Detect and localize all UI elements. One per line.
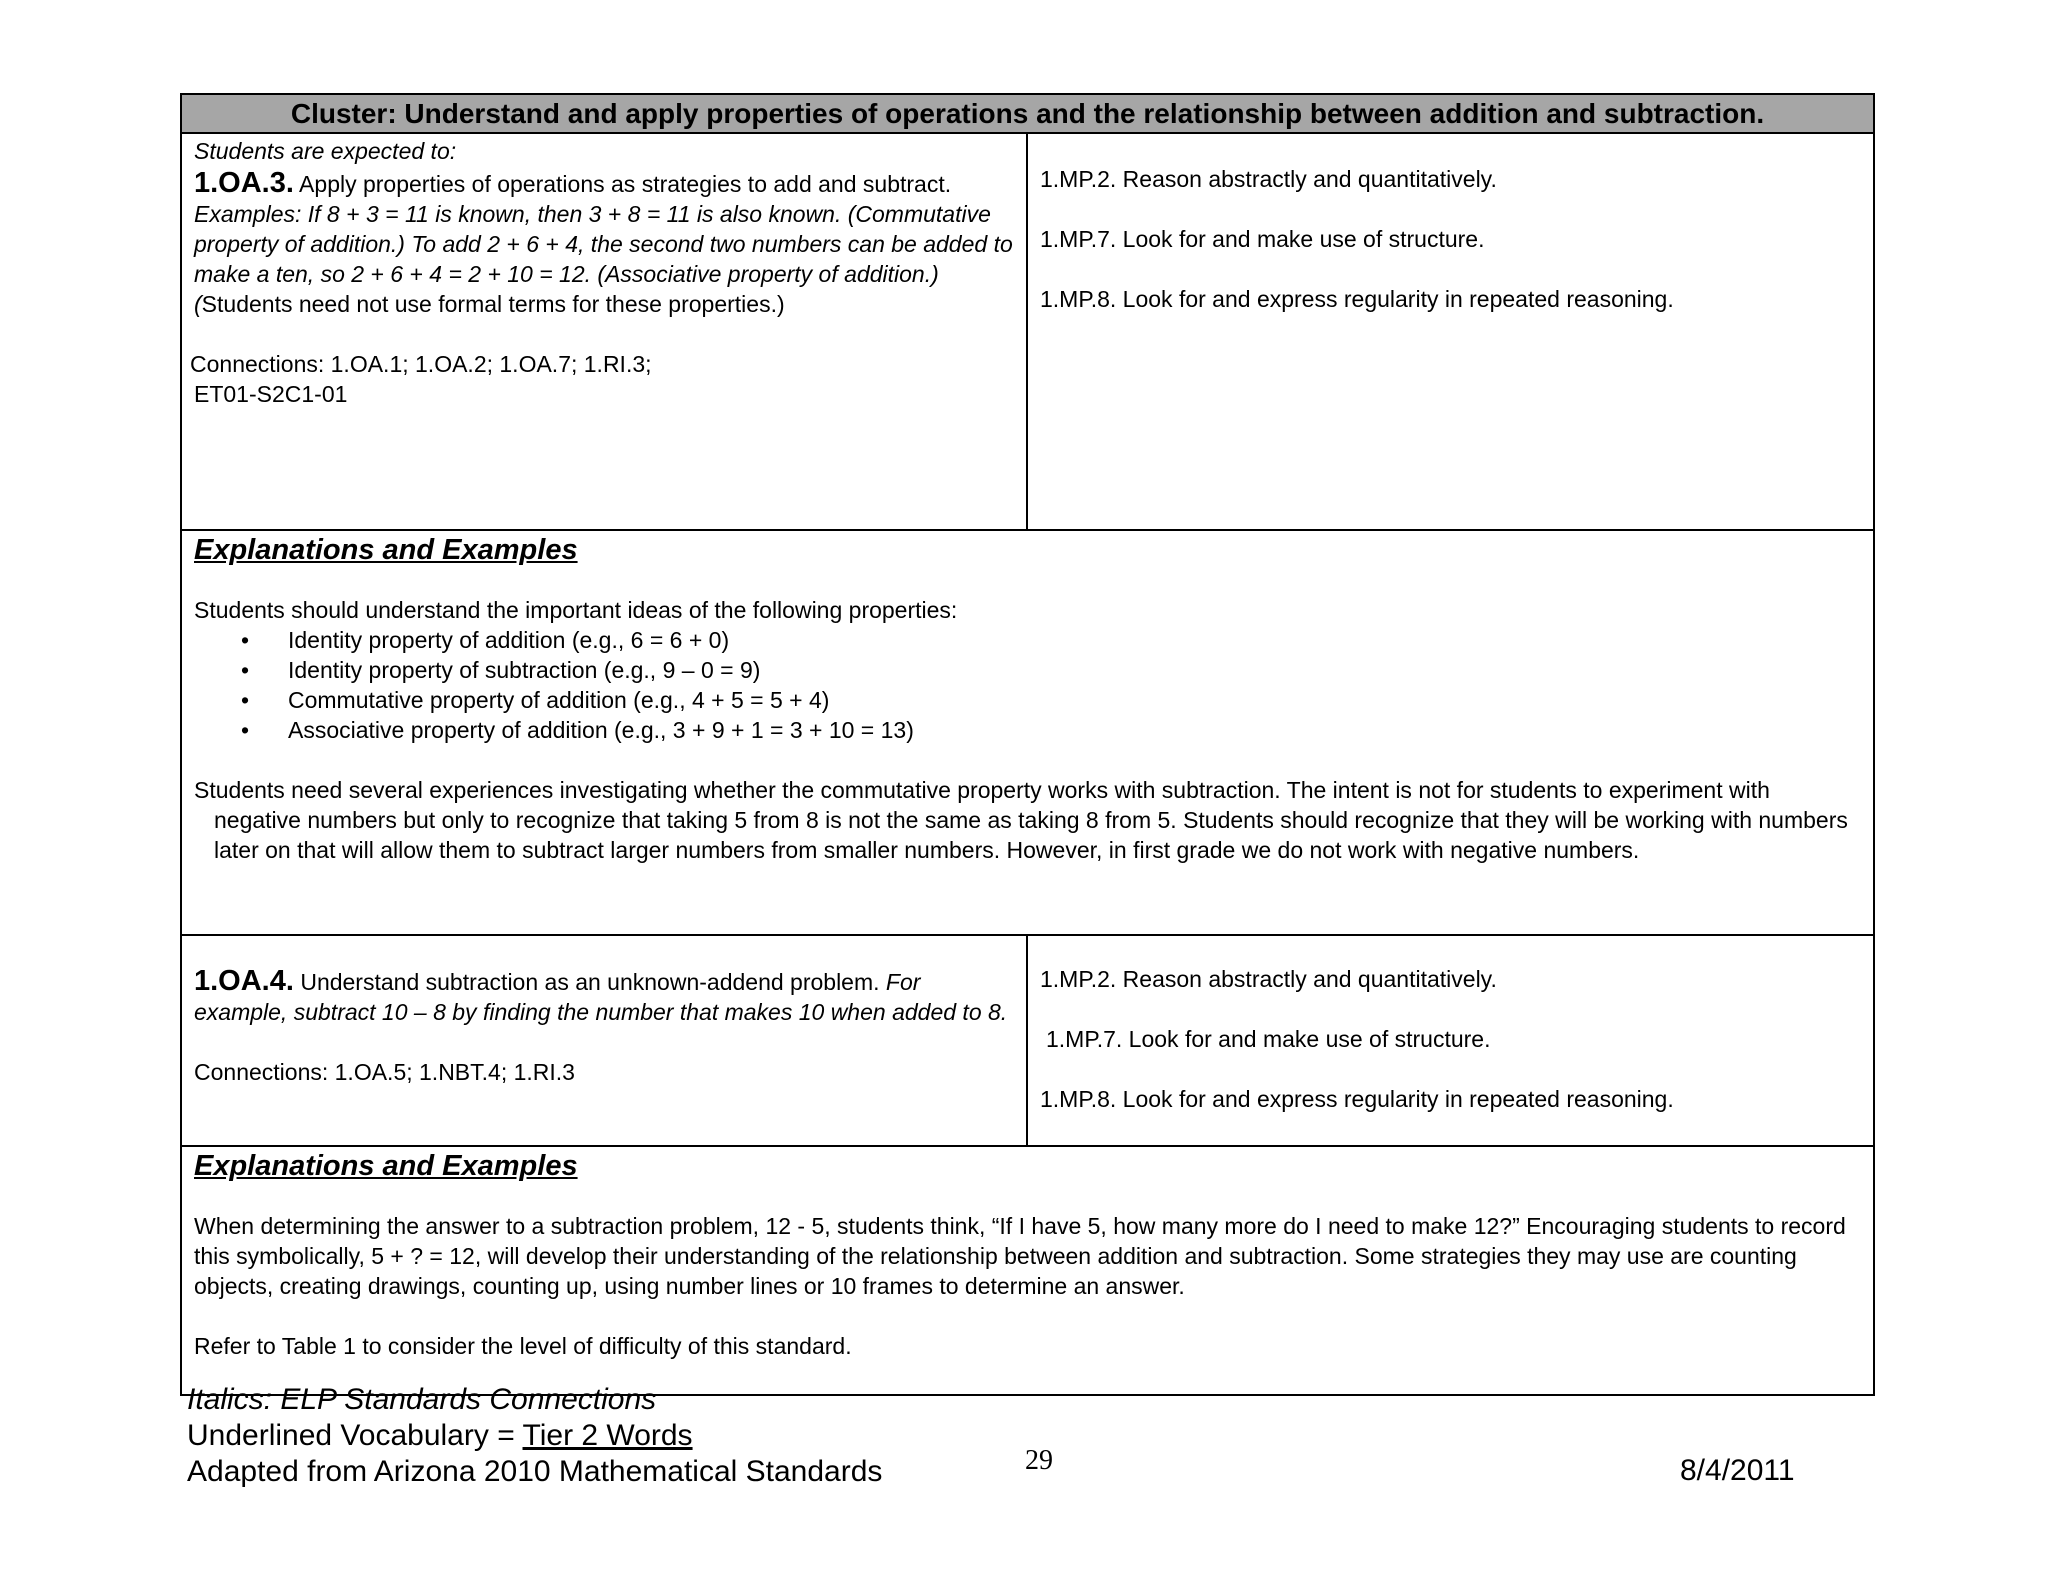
standard-body xyxy=(194,168,1014,319)
footer-date: 8/4/2011 xyxy=(1680,1454,1795,1487)
connections-text: Connections: 1.OA.5; 1.NBT.4; 1.RI.3 xyxy=(194,1059,575,1085)
standard-row-1oa4 xyxy=(182,936,1873,1147)
page-number: 29 xyxy=(1025,1445,1053,1476)
standard-body xyxy=(194,966,1014,1027)
explanations-section-1 xyxy=(182,533,1873,936)
refer-text: Refer to Table 1 to consider the level of difficulty of this standard. xyxy=(194,1333,852,1359)
practice-item: 1.MP.7. Look for and make use of structure. xyxy=(1046,1026,1491,1052)
explanations-section-2 xyxy=(182,1149,1873,1394)
practices-cell xyxy=(1028,936,1873,1145)
standard-code: 1.OA.3. xyxy=(194,167,294,199)
practice-item: 1.MP.7. Look for and make use of structure. xyxy=(1040,226,1485,252)
practice-item: 1.MP.2. Reason abstractly and quantitatively. xyxy=(1040,966,1497,992)
footer-legend-underline xyxy=(187,1418,882,1454)
footer-legend-tier2: Tier 2 Words xyxy=(522,1419,693,1452)
practices-cell xyxy=(1028,134,1873,529)
explanation-paragraph: Students need several experiences investigating whether the commutative property works with subtraction. The intent is not for students to experiment with negative numbers but only to recognize that taking 5 from 8 is not the same as taking 8 from 5. Students should recognize that they will be working with numbers later on that will allow them to subtract larger numbers from smaller numbers. However, in first grade we do not work with negative numbers. xyxy=(194,777,1848,863)
standard-row-1oa3 xyxy=(182,134,1873,531)
intro-text: Students are expected to: xyxy=(194,138,457,164)
explanation-paragraph: When determining the answer to a subtraction problem, 12 - 5, students think, “If I have 5, how many more do I need to make 12?” Encouraging students to record this symbolically, 5 + ? = 12, will develop their understanding of the relationship between addition and subtraction. Some strategies they may use are counting objects, creating drawings, counting up, using number lines or 10 frames to determine an answer. xyxy=(194,1213,1846,1299)
list-item: • Commutative property of addition (e.g., 4 + 5 = 5 + 4) xyxy=(288,685,1861,715)
standard-examples: For example, subtract 10 – 8 by finding the number that makes 10 when added to 8. xyxy=(194,969,1008,1025)
list-item: • Associative property of addition (e.g., 3 + 9 + 1 = 3 + 10 = 13) xyxy=(288,715,1861,745)
standard-examples: Examples: If 8 + 3 = 11 is known, then 3 + 8 = 11 is also known. (Commutative property of addition.) To add 2 + 6 + 4, the second two numbers can be added to make a ten, so 2 + 6 + 4 = 2 + 10 = 12. (Associative property of addition.) ( xyxy=(194,201,1013,317)
properties-intro: Students should understand the important ideas of the following properties: xyxy=(194,597,958,623)
practice-item: 1.MP.2. Reason abstractly and quantitatively. xyxy=(1040,166,1497,192)
standard-text: Apply properties of operations as strategies to add and subtract. xyxy=(293,171,952,197)
standard-text-cell xyxy=(182,134,1028,529)
practice-item: 1.MP.8. Look for and express regularity in repeated reasoning. xyxy=(1040,1086,1674,1112)
connections-text: Connections: 1.OA.1; 1.OA.2; 1.OA.7; 1.RI.3; xyxy=(190,351,652,377)
list-item: • Identity property of subtraction (e.g., 9 – 0 = 9) xyxy=(288,655,1861,685)
footer-legend-italics: Italics: ELP Standards Connections xyxy=(187,1383,657,1416)
connections-text-2: ET01-S2C1-01 xyxy=(194,381,348,407)
standard-code: 1.OA.4. xyxy=(194,965,294,997)
properties-list xyxy=(194,625,1861,745)
section-heading: Explanations and Examples xyxy=(194,1150,578,1182)
standards-table xyxy=(180,93,1875,1396)
section-heading: Explanations and Examples xyxy=(194,534,578,566)
practice-item: 1.MP.8. Look for and express regularity in repeated reasoning. xyxy=(1040,286,1674,312)
list-item: • Identity property of addition (e.g., 6 = 6 + 0) xyxy=(288,625,1861,655)
footer-source: Adapted from Arizona 2010 Mathematical Standards xyxy=(187,1455,883,1488)
standard-text-cell xyxy=(182,936,1028,1145)
standard-tail: Students need not use formal terms for these properties.) xyxy=(201,291,785,317)
cluster-header: Cluster: Understand and apply properties of operations and the relationship between addition and subtraction. xyxy=(182,95,1873,134)
standard-text: Understand subtraction as an unknown-addend problem. xyxy=(293,969,886,995)
footer-legend-prefix: Underlined Vocabulary = xyxy=(187,1419,523,1452)
page-footer xyxy=(187,1382,882,1490)
